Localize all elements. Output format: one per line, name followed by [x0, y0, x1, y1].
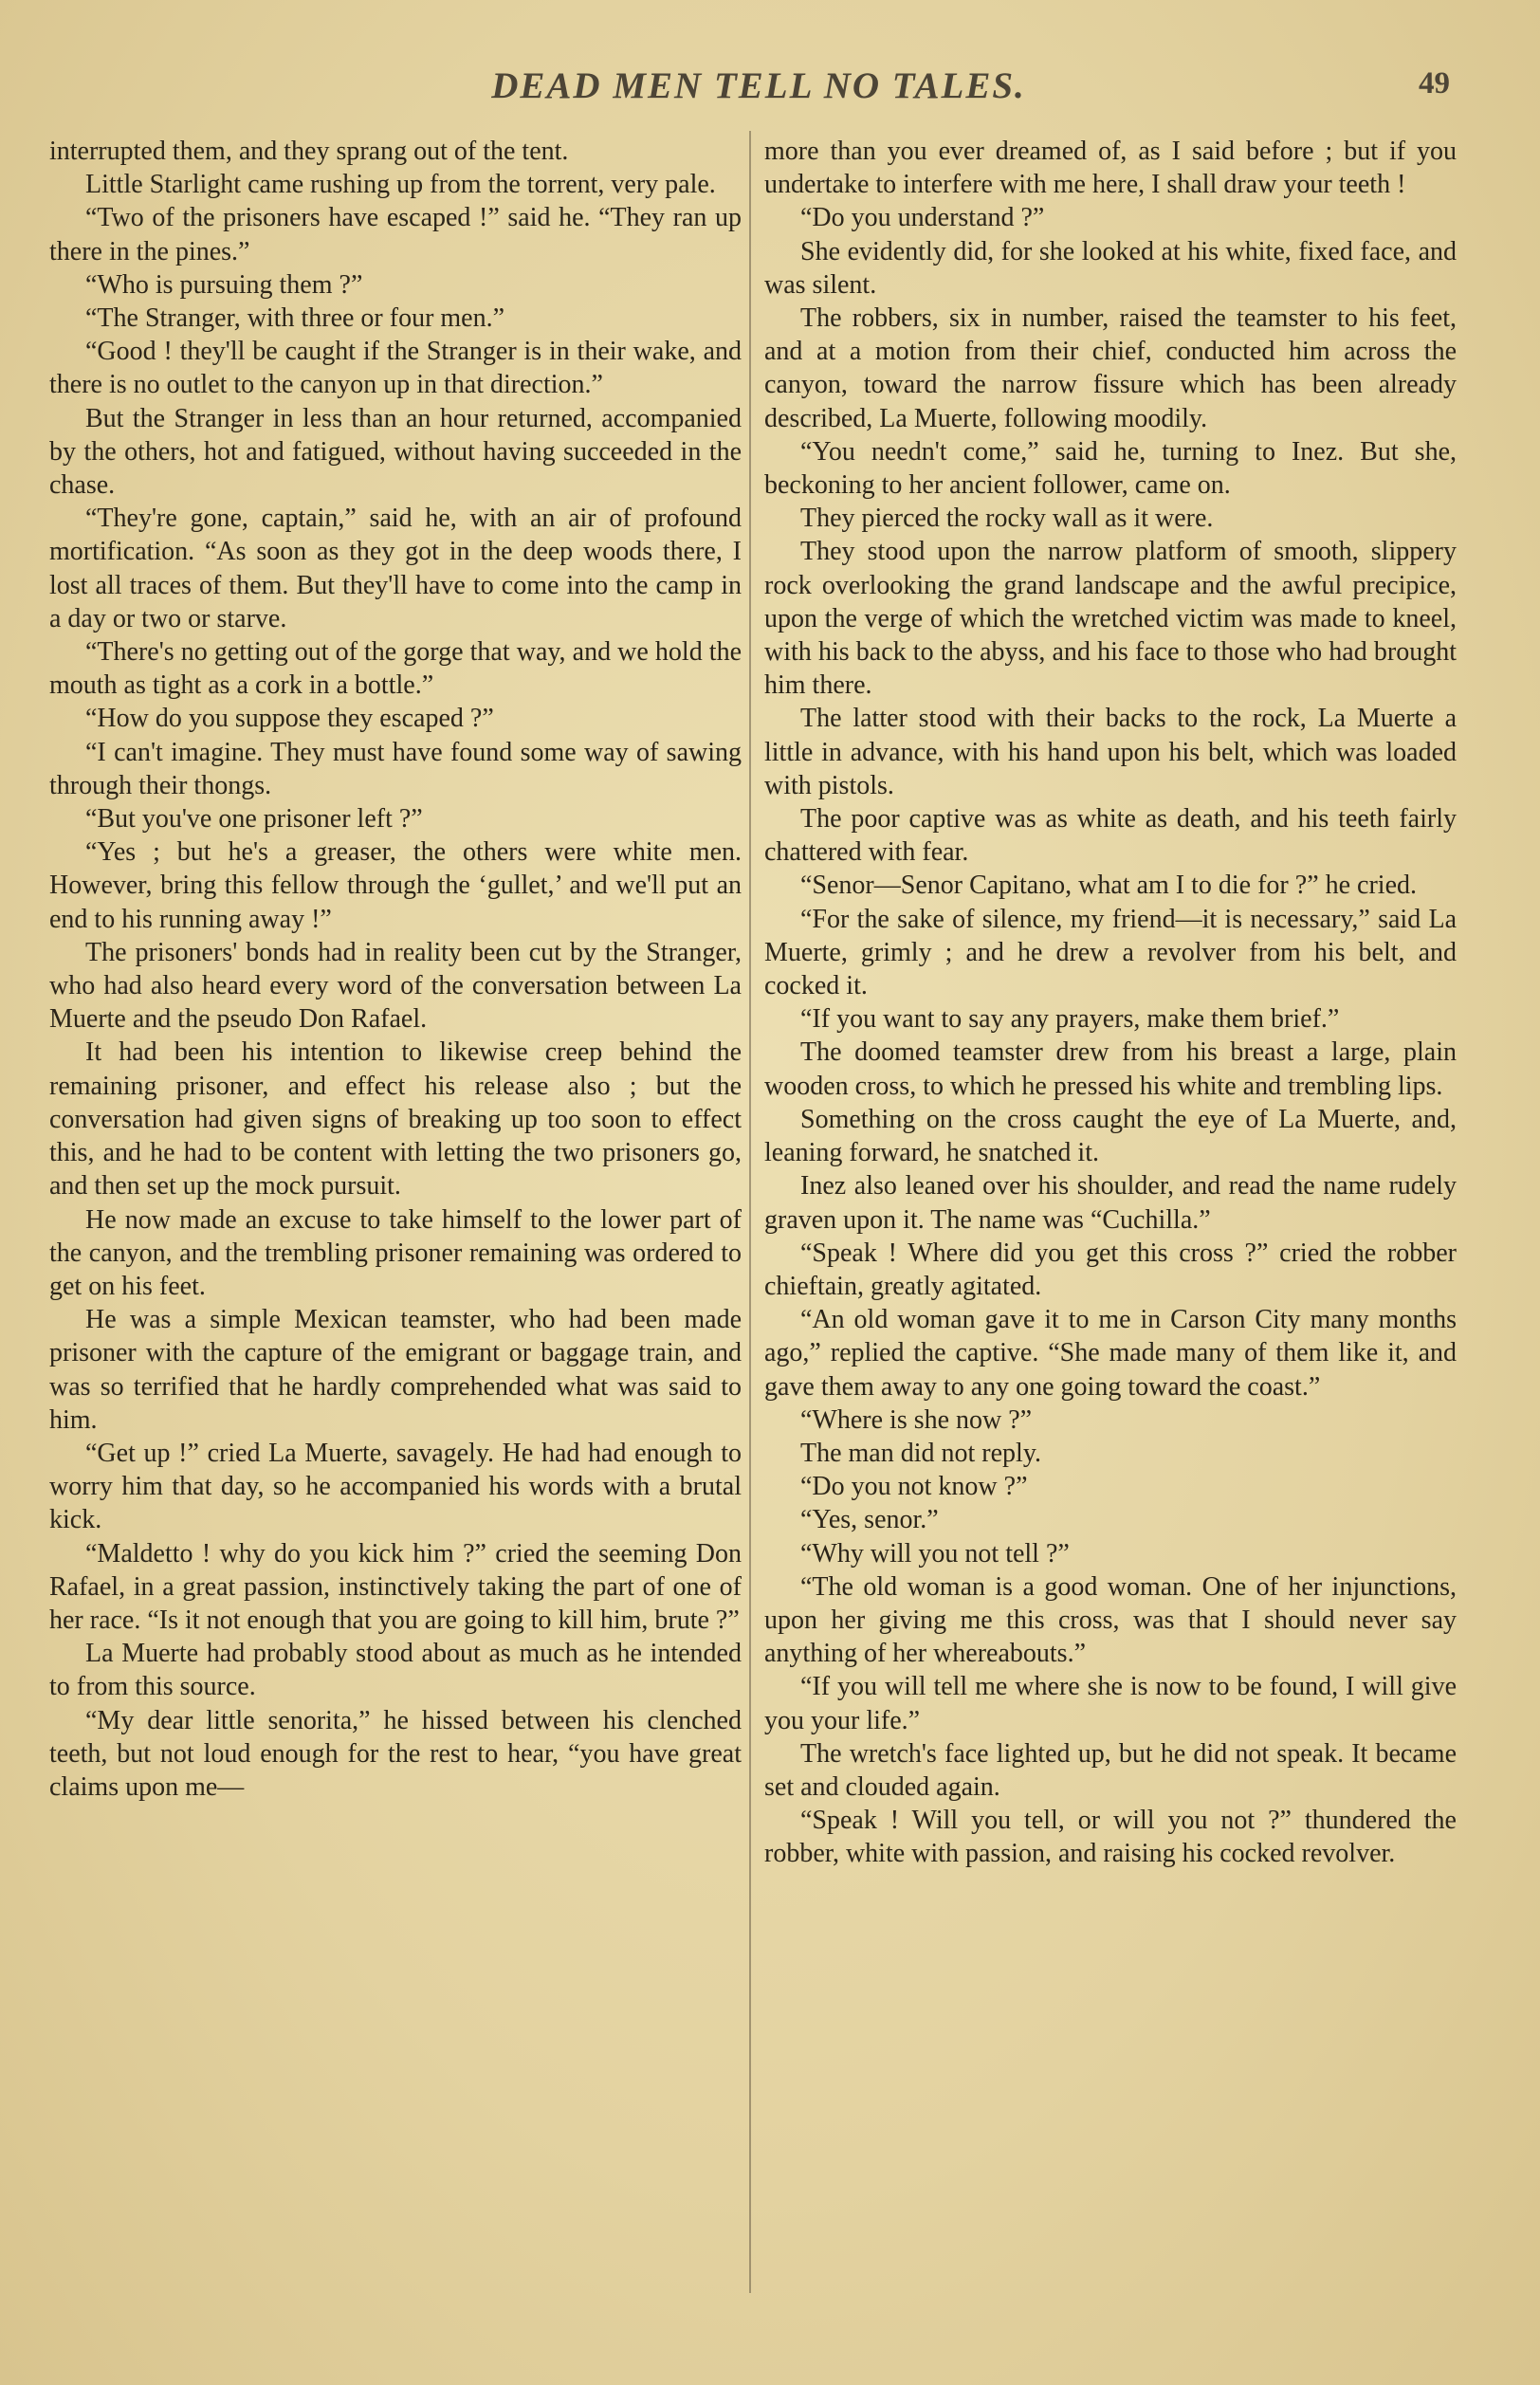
paragraph: more than you ever dreamed of, as I said before ; but if you undertake to interfere with me here, I shall draw your teeth !: [764, 137, 1457, 200]
paragraph: The latter stood with their backs to the rock, La Muerte a little in advance, with his hand upon his belt, which was loaded with pistols.: [764, 704, 1457, 800]
paragraph: “Do you not know ?”: [800, 1472, 1028, 1502]
paragraph: The doomed teamster drew from his breast a large, plain wooden cross, to which he pressed his white and trembling lips.: [764, 1037, 1457, 1101]
paragraph: “They're gone, captain,” said he, with an air of profound mortification. “As soon as they got in the deep woods there, I lost all traces of them. But they'll have to come into the camp in a day or two or starve.: [49, 504, 742, 633]
paragraph: “But you've one prisoner left ?”: [85, 804, 423, 835]
paragraph: interrupted them, and they sprang out of the tent.: [49, 137, 569, 166]
paragraph: “Two of the prisoners have escaped !” said he. “They ran up there in the pines.”: [49, 203, 742, 266]
paragraph: “Who is pursuing them ?”: [85, 269, 363, 300]
paragraph: He was a simple Mexican teamster, who had been made prisoner with the capture of the emigrant or baggage train, and was so terrified that he hardly comprehended what was said to him.: [49, 1305, 742, 1435]
paragraph: “Maldetto ! why do you kick him ?” cried the seeming Don Rafael, in a great passion, instinctively taking the part of one of her race. “Is it not enough that you are going to kill him, brute ?”: [49, 1538, 742, 1635]
paragraph: But the Stranger in less than an hour returned, accompanied by the others, hot and fatigued, without having succeeded in the chase.: [49, 403, 742, 501]
paragraph: The wretch's face lighted up, but he did not speak. It became set and clouded again.: [764, 1738, 1457, 1802]
paragraph: “Good ! they'll be caught if the Stranger is in their wake, and there is no outlet to the canyon up in that direction.”: [49, 337, 742, 400]
paragraph: “An old woman gave it to me in Carson City many months ago,” replied the captive. “She made many of them like it, and gave them away to any one going toward the coast.”: [764, 1305, 1457, 1402]
column-divider: [749, 131, 751, 2293]
paragraph: “There's no getting out of the gorge that way, and we hold the mouth as tight as a cork in a bottle.”: [49, 637, 742, 701]
page-header: [0, 64, 1540, 112]
paragraph: Something on the cross caught the eye of La Muerte, and, leaning forward, he snatched it.: [764, 1104, 1457, 1168]
paragraph: “Where is she now ?”: [800, 1404, 1033, 1435]
left-column: [49, 135, 742, 1804]
paragraph: The robbers, six in number, raised the teamster to his feet, and at a motion from their chief, conducted him across the canyon, toward the narrow fissure which has been already described, La Muerte, following moodily.: [764, 303, 1457, 433]
paragraph: “Get up !” cried La Muerte, savagely. He had had enough to worry him that day, so he accompanied his words with a brutal kick.: [49, 1438, 742, 1535]
paragraph: “Do you understand ?”: [800, 203, 1045, 233]
paragraph: Inez also leaned over his shoulder, and read the name rudely graven upon it. The name was “Cuchilla.”: [764, 1171, 1457, 1235]
right-column: [764, 135, 1457, 1871]
paragraph: He now made an excuse to take himself to the lower part of the canyon, and the trembling prisoner remaining was ordered to get on his feet.: [49, 1204, 742, 1301]
paragraph: “How do you suppose they escaped ?”: [85, 704, 494, 734]
paragraph: “Senor—Senor Capitano, what am I to die for ?” he cried.: [800, 871, 1418, 901]
paragraph: “Yes ; but he's a greaser, the others were white men. However, bring this fellow through the ‘gullet,’ and we'll put an end to his running away !”: [49, 837, 742, 934]
paragraph: “The old woman is a good woman. One of her injunctions, upon her giving me this cross, was that I should never say anything of her whereabouts.”: [764, 1571, 1457, 1669]
paragraph: “The Stranger, with three or four men.”: [85, 303, 505, 334]
page-number: 49: [1419, 66, 1450, 101]
paragraph: Little Starlight came rushing up from the torrent, very pale.: [85, 170, 716, 200]
paragraph: “Yes, senor.”: [800, 1505, 939, 1535]
paragraph: She evidently did, for she looked at his white, fixed face, and was silent.: [764, 236, 1457, 300]
paragraph: “Why will you not tell ?”: [800, 1538, 1070, 1569]
paragraph: The man did not reply.: [800, 1438, 1042, 1468]
paragraph: The prisoners' bonds had in reality been cut by the Stranger, who had also heard every word of the conversation between La Muerte and the pseudo Don Rafael.: [49, 937, 742, 1035]
paragraph: They pierced the rocky wall as it were.: [800, 504, 1214, 534]
paragraph: “I can't imagine. They must have found some way of sawing through their thongs.: [49, 737, 742, 800]
paragraph: “For the sake of silence, my friend—it is necessary,” said La Muerte, grimly ; and he drew a revolver from his belt, and cocked it.: [764, 904, 1457, 1001]
paragraph: It had been his intention to likewise creep behind the remaining prisoner, and effect his release also ; but the conversation had given signs of breaking up too soon to effect this, and he had to be content with letting the two prisoners go, and then set up the mock pursuit.: [49, 1037, 742, 1202]
paragraph: “If you will tell me where she is now to be found, I will give you your life.”: [764, 1672, 1457, 1735]
paragraph: The poor captive was as white as death, and his teeth fairly chattered with fear.: [764, 804, 1457, 868]
paragraph: La Muerte had probably stood about as much as he intended to from this source.: [49, 1639, 742, 1702]
paragraph: “Speak ! Will you tell, or will you not ?” thundered the robber, white with passion, and raising his cocked revolver.: [764, 1806, 1457, 1869]
paragraph: “My dear little senorita,” he hissed between his clenched teeth, but not loud enough for the rest to hear, “you have great claims upon me—: [49, 1705, 742, 1802]
paragraph: “If you want to say any prayers, make them brief.”: [800, 1004, 1340, 1035]
paragraph: “You needn't come,” said he, turning to Inez. But she, beckoning to her ancient follower, came on.: [764, 436, 1457, 501]
paragraph: “Speak ! Where did you get this cross ?” cried the robber chieftain, greatly agitated.: [764, 1238, 1457, 1301]
running-title: DEAD MEN TELL NO TALES.: [491, 65, 1026, 106]
paragraph: They stood upon the narrow platform of smooth, slippery rock overlooking the grand landscape and the awful precipice, upon the verge of which the wretched victim was made to kneel, with his back to the abyss, and his face to those who had brought him there.: [764, 537, 1457, 701]
